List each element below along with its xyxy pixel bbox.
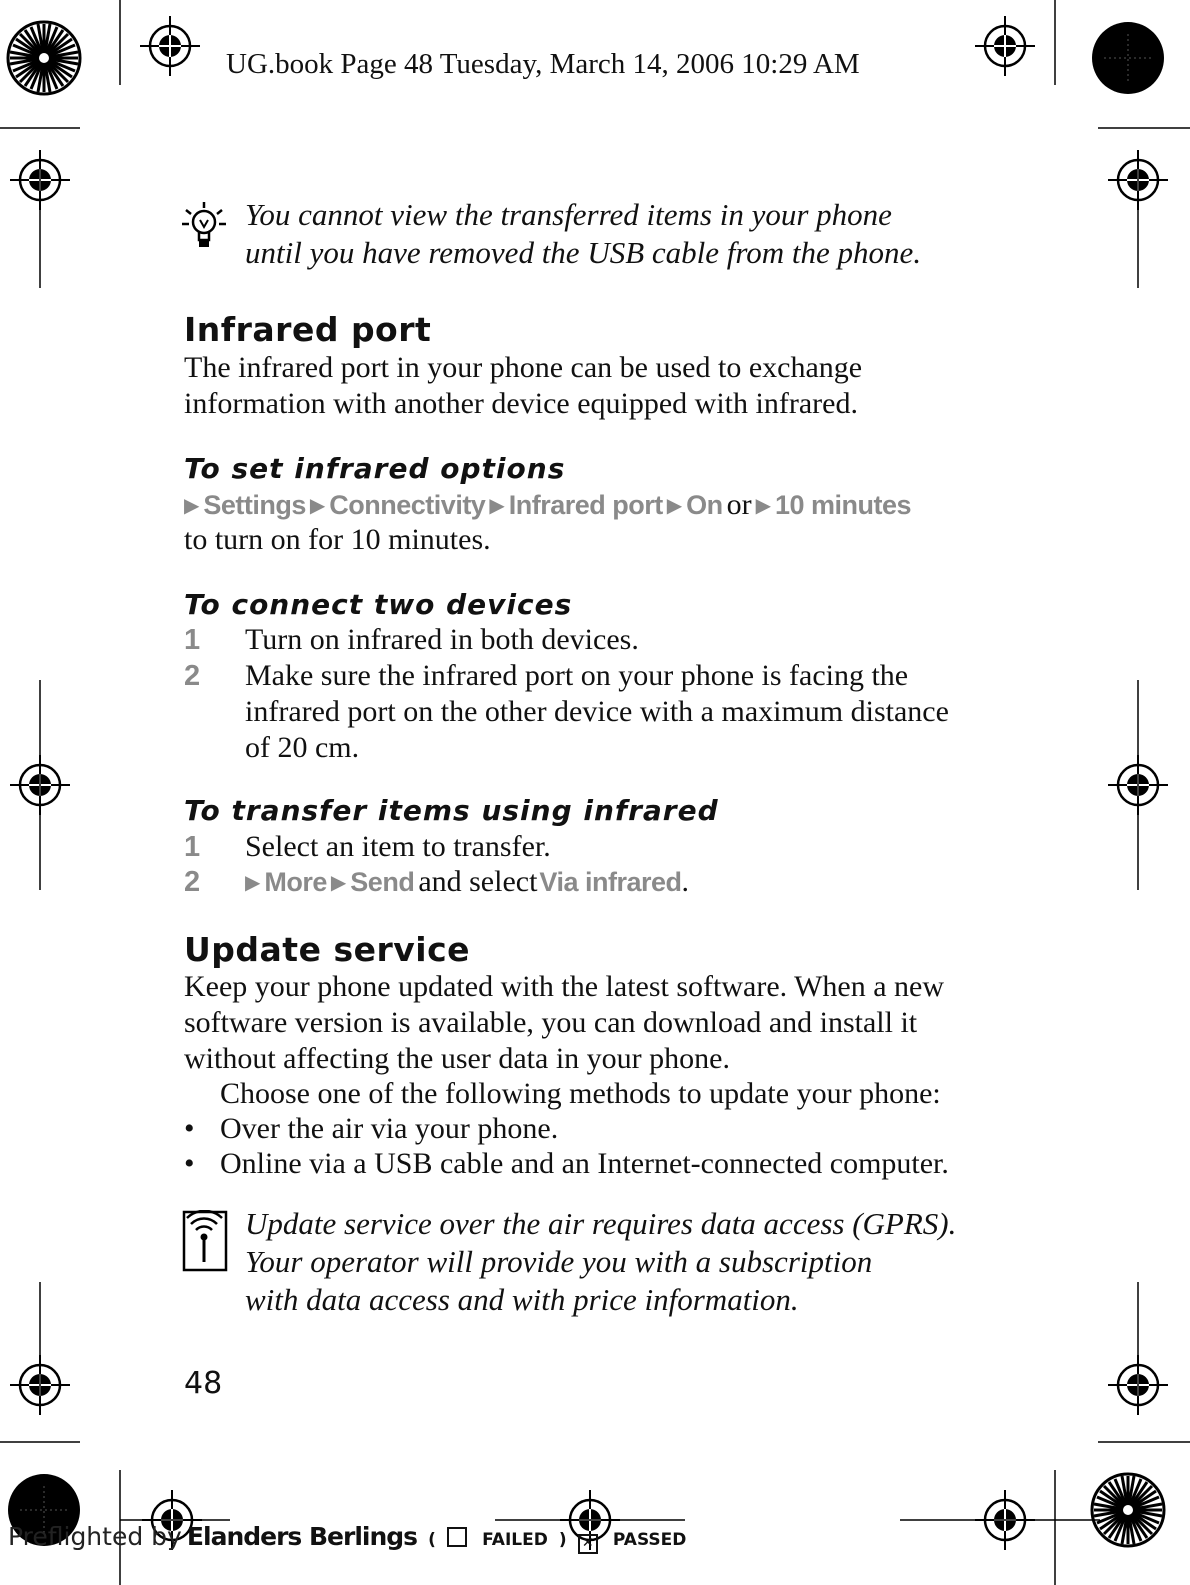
intro-line: without affecting the user data in your phone. — [184, 1042, 730, 1075]
operator-note — [245, 1205, 1005, 1319]
subsection-title-connect: To connect two devices — [184, 588, 573, 621]
tip-line: You cannot view the transferred items in your phone — [245, 197, 892, 232]
tip-note — [245, 196, 1005, 272]
menu-item-more: More — [264, 867, 327, 897]
operator-service-icon — [182, 1210, 228, 1272]
step-line: of 20 cm. — [245, 731, 360, 764]
menu-arrow-icon: ▶ — [309, 495, 326, 517]
bullet-dot: • — [184, 1112, 195, 1145]
step-text — [245, 622, 1005, 658]
menu-arrow-icon: ▶ — [184, 495, 200, 517]
step-text — [245, 658, 1005, 766]
set-options-after: to turn on for 10 minutes. — [184, 523, 491, 556]
section-title-infrared: Infrared port — [184, 310, 432, 349]
infrared-intro — [184, 350, 1004, 422]
menu-item-via-infrared: Via infrared — [539, 867, 682, 897]
step-number: 1 — [184, 831, 201, 863]
preflight-brand: Elanders Berlings — [186, 1522, 418, 1551]
menu-arrow-icon: ▶ — [330, 872, 347, 894]
bullet-dot: • — [184, 1147, 195, 1180]
bullet-item: Over the air via your phone. — [220, 1112, 559, 1145]
step-text-transfer-menu — [245, 864, 1005, 900]
intro-line: software version is available, you can download and install it — [184, 1006, 918, 1039]
step-number: 2 — [184, 660, 201, 692]
period: . — [681, 865, 689, 898]
note-line: Update service over the air requires data access (GPRS). — [245, 1206, 957, 1241]
or-text: or — [726, 488, 752, 521]
subsection-title-set-options: To set infrared options — [184, 452, 566, 485]
update-choose-text: Choose one of the following methods to update your phone: — [220, 1077, 941, 1110]
menu-item-settings: Settings — [203, 490, 306, 520]
intro-line: Keep your phone updated with the latest software. When a new — [184, 970, 945, 1003]
step-text: Select an item to transfer. — [245, 830, 551, 863]
menu-item-send: Send — [350, 867, 415, 897]
page-number: 48 — [184, 1366, 223, 1401]
intro-line: information with another device equipped with infrared. — [184, 387, 858, 420]
menu-item-connectivity: Connectivity — [329, 490, 486, 520]
lightbulb-icon — [180, 200, 228, 252]
step-number: 2 — [184, 866, 201, 898]
passed-label: PASSED — [612, 1530, 687, 1550]
tip-line: until you have removed the USB cable from the phone. — [245, 235, 922, 270]
close-paren: ) — [558, 1530, 567, 1550]
note-line: Your operator will provide you with a subscription — [245, 1244, 873, 1279]
menu-arrow-icon: ▶ — [245, 872, 261, 894]
failed-label: FAILED — [482, 1530, 548, 1550]
menu-arrow-icon: ▶ — [666, 495, 683, 517]
step-line: Turn on infrared in both devices. — [245, 623, 639, 656]
menu-item-on: On — [686, 490, 723, 520]
print-header: UG.book Page 48 Tuesday, March 14, 2006 10:29 AM — [226, 48, 860, 80]
step-line: Make sure the infrared port on your phone is facing the — [245, 659, 909, 692]
menu-arrow-icon: ▶ — [755, 495, 772, 517]
passed-checkbox: ✕ — [578, 1534, 598, 1554]
menu-item-infrared-port: Infrared port — [508, 490, 663, 520]
open-paren: ( — [428, 1530, 436, 1550]
section-title-update: Update service — [184, 930, 471, 969]
preflight-prefix: Preflighted by — [8, 1522, 182, 1551]
subsection-title-transfer: To transfer items using infrared — [184, 794, 719, 827]
menu-path-set-options — [184, 487, 911, 523]
failed-checkbox — [447, 1527, 467, 1547]
bullet-item: Online via a USB cable and an Internet-connected computer. — [220, 1147, 949, 1180]
step-line: infrared port on the other device with a maximum distance — [245, 695, 949, 728]
menu-arrow-icon: ▶ — [489, 495, 505, 517]
menu-item-10-minutes: 10 minutes — [775, 490, 912, 520]
update-intro — [184, 969, 1014, 1077]
step-number: 1 — [184, 624, 201, 656]
and-select-text: and select — [418, 865, 538, 898]
intro-line: The infrared port in your phone can be used to exchange — [184, 351, 863, 384]
preflight-footer — [8, 1522, 686, 1554]
note-line: with data access and with price information. — [245, 1282, 799, 1317]
